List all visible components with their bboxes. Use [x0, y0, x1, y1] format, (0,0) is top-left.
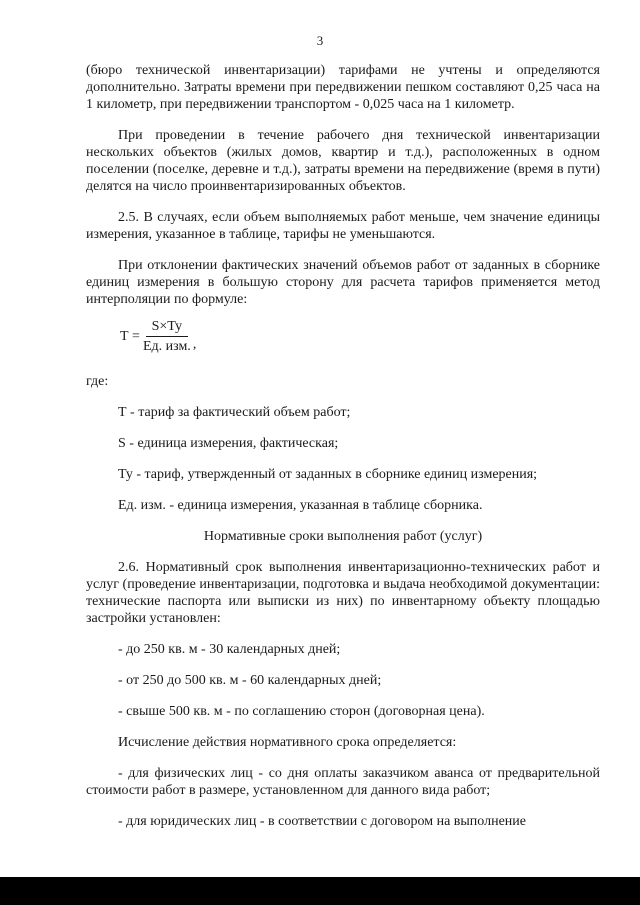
paragraph-bti-travel-time: (бюро технической инвентаризации) тарифами не учтены и определяются дополнительно. Затраты времени при передвижении пешком составляют 0,25 часа на 1 километр, при передвижении транспортом - 0,025 часа на 1 километр.: [86, 63, 600, 112]
section-heading: Нормативные сроки выполнения работ (услуг): [203, 529, 483, 544]
scan-bottom-edge: [0, 877, 640, 905]
page-number: 3: [316, 33, 324, 48]
where-label: где:: [86, 374, 109, 389]
paragraph-term-calculation: Исчисление действия нормативного срока определяется:: [118, 735, 457, 750]
paragraph-individuals: - для физических лиц - со дня оплаты заказчиком аванса от предварительной стоимости работ в размере, установленном для данного вида работ;: [86, 766, 600, 798]
definition-s: S - единица измерения, фактическая;: [118, 436, 339, 451]
paragraph-2-5: 2.5. В случаях, если объем выполняемых работ меньше, чем значение единицы измерения, указанное в таблице, тарифы не уменьшаются.: [86, 210, 600, 242]
formula-lhs: Т =: [120, 329, 140, 344]
term-item-1: - до 250 кв. м - 30 календарных дней;: [118, 642, 341, 657]
formula-denominator: Ед. изм.: [142, 339, 191, 354]
document-body: [86, 62, 600, 830]
term-item-2: - от 250 до 500 кв. м - 60 календарных дней;: [118, 673, 382, 688]
term-item-3: - свыше 500 кв. м - по соглашению сторон (договорная цена).: [118, 704, 485, 719]
paragraph-interpolation: При отклонении фактических значений объемов работ от заданных в сборнике единиц измерения в большую сторону для расчета тарифов применяется метод интерполяции по формуле:: [86, 258, 600, 307]
paragraph-2-6: 2.6. Нормативный срок выполнения инвентаризационно-технических работ и услуг (проведение инвентаризации, подготовка и выдача необходимой документации: технические паспорта или выписки из них) по инвентарному объекту площадью застройки установлен:: [86, 560, 600, 626]
tariff-formula: [120, 318, 600, 355]
formula-numerator: S×Ту: [146, 318, 189, 337]
paragraph-multiple-objects: При проведении в течение рабочего дня технической инвентаризации нескольких объектов (жилых домов, квартир и т.д.), расположенных в одном поселении (поселке, деревне и т.д.), затраты времени на передвижение (время в пути) делятся на число проинвентаризированных объектов.: [86, 128, 600, 194]
definition-ty: Ту - тариф, утвержденный от заданных в сборнике единиц измерения;: [118, 467, 538, 482]
definition-unit: Ед. изм. - единица измерения, указанная в таблице сборника.: [118, 498, 483, 513]
formula-fraction: [143, 318, 191, 355]
definition-t: Т - тариф за фактический объем работ;: [118, 405, 351, 420]
formula-comma: ,: [192, 337, 197, 352]
paragraph-legal-entities: - для юридических лиц - в соответствии с договором на выполнение: [118, 814, 526, 829]
